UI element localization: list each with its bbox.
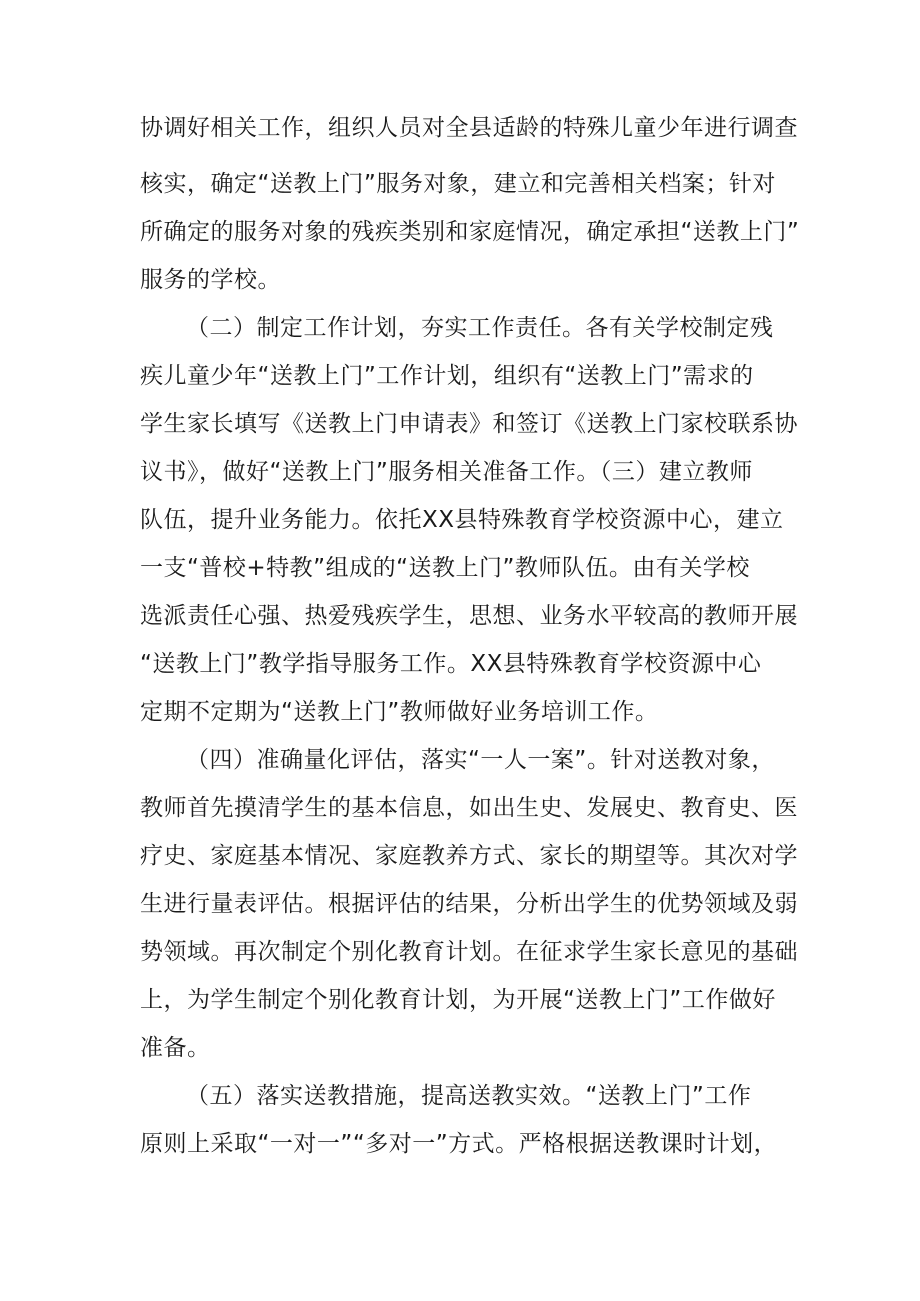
text-line: 原则上采取“一对一”“多对一”方式。严格根据送教课时计划，	[140, 1131, 778, 1157]
text-line: “送教上门”教学指导服务工作。XX县特殊教育学校资源中心	[140, 651, 762, 677]
text-line: 疗史、家庭基本情况、家庭教养方式、家长的期望等。其次对学	[140, 843, 798, 869]
text-line: 疾儿童少年“送教上门”工作计划，组织有“送教上门”需求的	[140, 363, 754, 389]
paragraph-start-line: （二）制定工作计划，夯实工作责任。各有关学校制定残	[186, 315, 774, 341]
text-line: 上，为学生制定个别化教育计划，为开展“送教上门”工作做好	[140, 987, 776, 1013]
text-line: 队伍，提升业务能力。依托XX县特殊教育学校资源中心，建立	[140, 507, 784, 533]
paragraph-start-line: （五）落实送教措施，提高送教实效。“送教上门”工作	[186, 1083, 752, 1109]
text-line: 教师首先摸清学生的基本信息，如出生史、发展史、教育史、医	[140, 795, 798, 821]
text-line: 学生家长填写《送教上门申请表》和签订《送教上门家校联系协	[140, 411, 798, 437]
text-line: 生进行量表评估。根据评估的结果，分析出学生的优势领域及弱	[140, 891, 798, 917]
text-line: 议书》，做好“送教上门”服务相关准备工作。（三）建立教师	[140, 459, 753, 485]
text-line: 协调好相关工作，组织人员对全县适龄的特殊儿童少年进行调查	[140, 115, 798, 141]
text-line: 准备。	[140, 1035, 211, 1061]
text-line: 选派责任心强、热爱残疾学生，思想、业务水平较高的教师开展	[140, 603, 798, 629]
text-line: 势领域。再次制定个别化教育计划。在征求学生家长意见的基础	[140, 939, 798, 965]
text-line: 一支“普校+特教”组成的“送教上门”教师队伍。由有关学校	[140, 555, 750, 581]
text-line: 核实，确定“送教上门”服务对象，建立和完善相关档案；针对	[140, 171, 776, 197]
text-line: 服务的学校。	[140, 267, 281, 293]
paragraph-start-line: （四）准确量化评估，落实“一人一案”。针对送教对象，	[186, 747, 775, 773]
text-line: 定期不定期为“送教上门”教师做好业务培训工作。	[140, 699, 659, 725]
text-line: 所确定的服务对象的残疾类别和家庭情况，确定承担“送教上门”	[140, 219, 800, 245]
